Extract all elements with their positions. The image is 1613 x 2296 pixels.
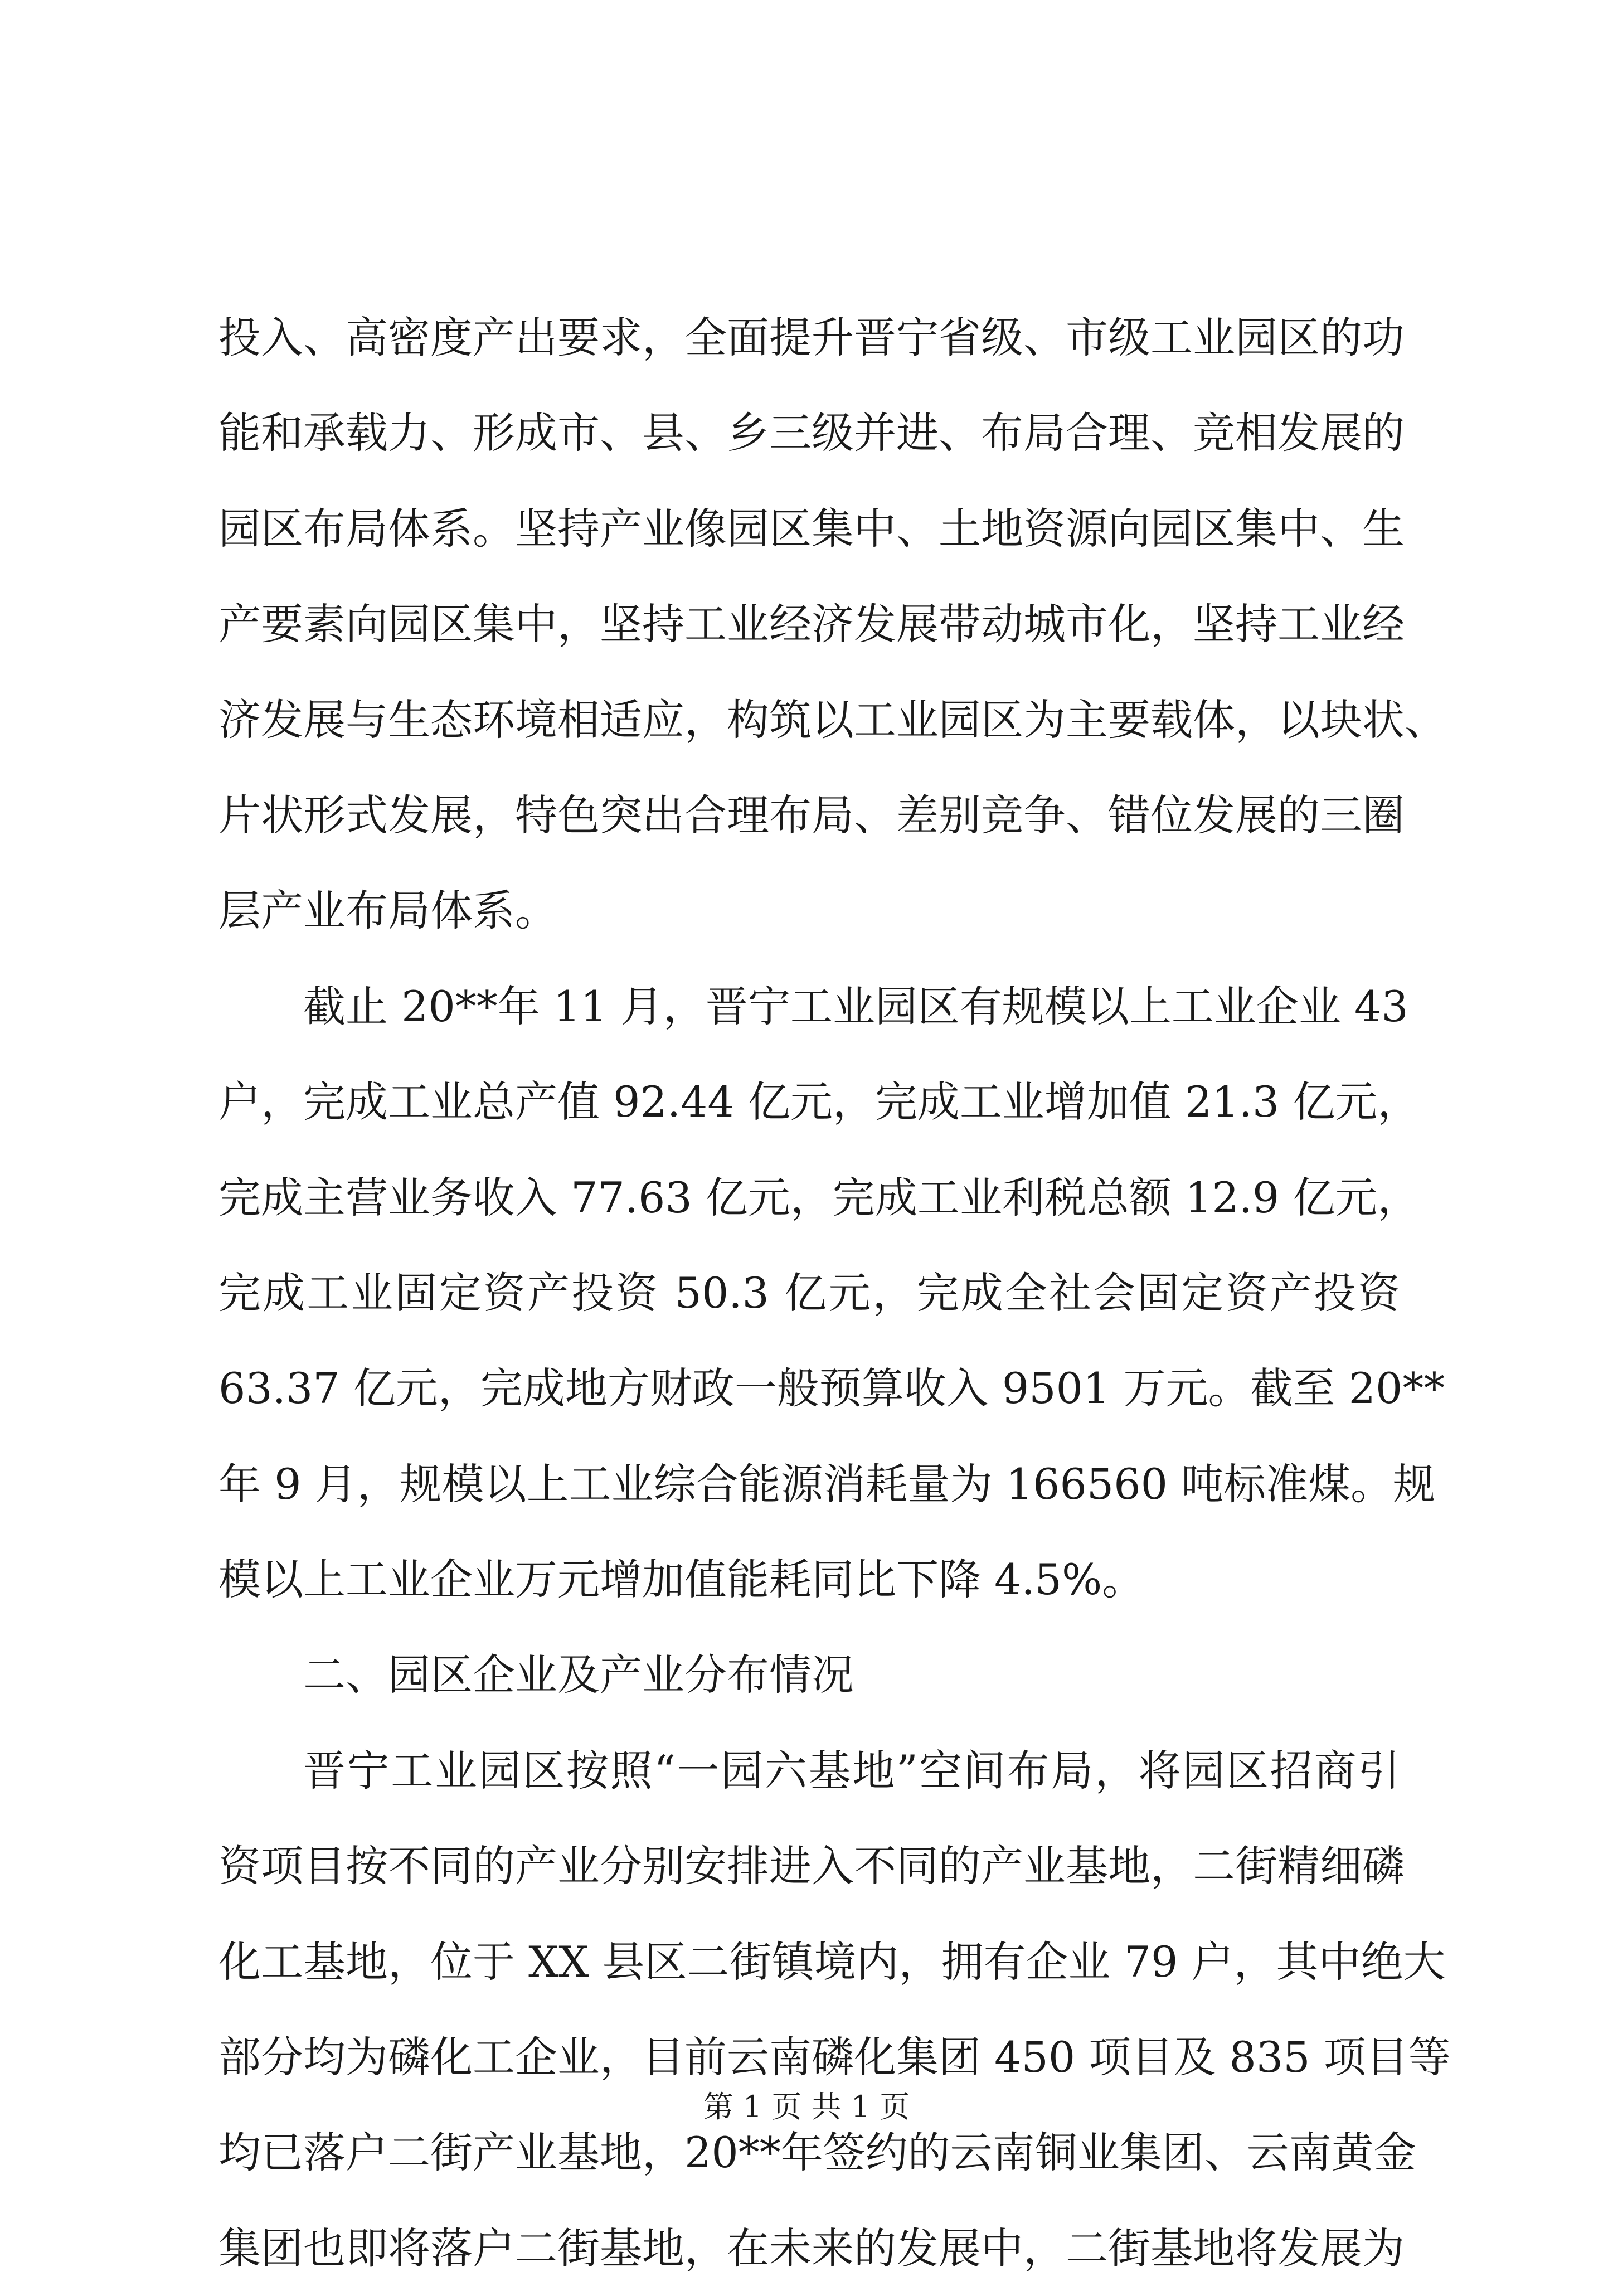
text-line: 63.37 亿元，完成地方财政一般预算收入 9501 万元。截至 20** [218,1363,1445,1414]
text-line: 晋宁工业园区按照“一园六基地”空间布局，将园区招商引 [303,1745,1400,1795]
text-line: 均已落户二街产业基地，20**年签约的云南铜业集团、云南黄金 [218,2128,1416,2178]
text-line: 片状形式发展，特色突出合理布局、差别竞争、错位发展的三圈 [218,790,1405,840]
text-line: 产要素向园区集中，坚持工业经济发展带动城市化，坚持工业经 [218,599,1405,649]
text-line: 能和承载力、形成市、县、乡三级并进、布局合理、竞相发展的 [218,408,1405,458]
text-line: 户，完成工业总产值 92.44 亿元，完成工业增加值 21.3 亿元， [218,1077,1420,1127]
text-line: 园区布局体系。坚持产业像园区集中、土地资源向园区集中、生 [218,503,1405,554]
section-heading: 二、园区企业及产业分布情况 [303,1650,854,1700]
text-line: 投入、高密度产出要求，全面提升晋宁省级、市级工业园区的功 [218,313,1405,362]
text-line: 部分均为磷化工企业，目前云南磷化集团 450 项目及 835 项目等 [218,2032,1451,2083]
text-line: 化工基地，位于 XX 县区二街镇境内，拥有企业 79 户，其中绝大 [218,1936,1446,1987]
text-line: 完成工业固定资产投资 50.3 亿元，完成全社会固定资产投资 [218,1268,1400,1318]
text-line: 济发展与生态环境相适应，构筑以工业园区为主要载体，以块状、 [218,695,1447,745]
text-line: 截止 20**年 11 月，晋宁工业园区有规模以上工业企业 43 [303,981,1408,1031]
text-line: 资项目按不同的产业分别安排进入不同的产业基地，二街精细磷 [218,1841,1405,1891]
text-line: 年 9 月，规模以上工业综合能源消耗量为 166560 吨标准煤。规 [218,1459,1436,1509]
text-line: 完成主营业务收入 77.63 亿元，完成工业利税总额 12.9 亿元， [218,1172,1420,1222]
page-footer [0,2088,1613,2127]
document-body [218,290,1451,2296]
text-line: 层产业布局体系。 [218,886,557,936]
text-line: 模以上工业企业万元增加值能耗同比下降 4.5%。 [218,1555,1145,1605]
page-number-label: 第 1 页 共 1 页 [703,2089,910,2124]
text-line: 集团也即将落户二街基地，在未来的发展中，二街基地将发展为 [218,2223,1405,2273]
